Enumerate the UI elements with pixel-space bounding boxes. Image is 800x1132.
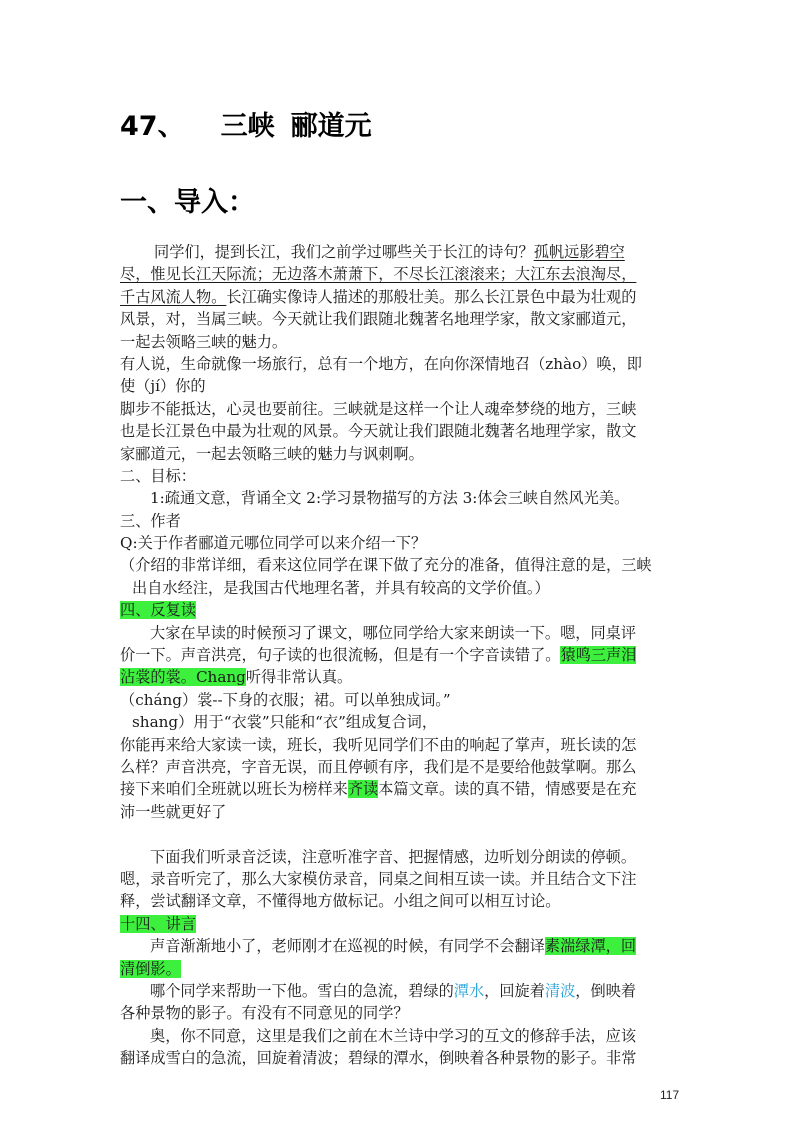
highlight: 十四、讲言 bbox=[120, 914, 196, 933]
poem-quote: 孤帆远影碧空 bbox=[533, 243, 625, 261]
text-line: 下面我们听录音泛读，注意听准字音、把握情感，边听划分朗读的停顿。 bbox=[150, 847, 636, 866]
goals-heading: 二、目标： bbox=[120, 466, 196, 485]
author-question: Q:关于作者郦道元哪位同学可以来介绍一下？ bbox=[120, 534, 427, 553]
text-line: 么样？声音洪亮，字音无误，而且停顿有序，我们是不是要给他鼓掌啊。那么 bbox=[120, 757, 637, 776]
text-line bbox=[120, 958, 680, 980]
author-heading: 三、作者 bbox=[120, 511, 181, 530]
text-line: 价一下。声音洪亮，句子读的也很流畅，但是有一个字音读错了。猿鸣三声泪 bbox=[120, 646, 637, 665]
text-line: （介绍的非常详细，看来这位同学在课下做了充分的准备，值得注意的是，三峡 bbox=[120, 556, 652, 575]
blue-term: 清波 bbox=[544, 981, 576, 1000]
text-line bbox=[120, 263, 680, 285]
text-line: 各种景物的影子。有没有不同意见的同学？ bbox=[120, 1004, 409, 1023]
text-line: 使（jí）你的 bbox=[120, 377, 206, 396]
text-line: 大家在早读的时候预习了课文，哪位同学给大家来朗读一下。嗯，同桌评 bbox=[150, 623, 636, 642]
goals-items: 1:疏通文意，背诵全文 2:学习景物描写的方法 3:体会三峡自然风光美。 bbox=[150, 489, 630, 508]
poem-quote: 尽，惟见长江天际流；无边落木萧萧下，不尽长江滚滚来；大江东去浪淘尽， bbox=[120, 265, 637, 284]
text-line: 释，尝试翻译文章，不懂得地方做标记。小组之间可以相互讨论。 bbox=[120, 892, 561, 911]
text-line: 同学们，提到长江，我们之前学过哪些关于长江的诗句？孤帆远影碧空 bbox=[154, 243, 625, 261]
highlight: 猿鸣三声泪 bbox=[560, 646, 637, 665]
text-line: 哪个同学来帮助一下他。雪白的急流，碧绿的潭水，回旋着清波，倒映着 bbox=[150, 981, 636, 1000]
blue-term: 潭水 bbox=[453, 981, 485, 1000]
text-line: 脚步不能抵达，心灵也要前往。三峡就是这样一个让人魂牵梦绕的地方，三峡 bbox=[120, 399, 637, 418]
text-line: 风景，对，当属三峡。今天就让我们跟随北魏著名地理学家，散文家郦道元， bbox=[120, 310, 637, 329]
text-line: 沾裳的裳。Chang听得非常认真。 bbox=[120, 668, 353, 687]
text-line: 沛一些就更好了 bbox=[120, 802, 227, 821]
page-number: 117 bbox=[660, 1088, 680, 1102]
lesson-author: 郦道元 bbox=[290, 111, 372, 142]
lesson-name: 三峡 bbox=[220, 111, 275, 142]
text-line: 你能再来给大家读一读，班长，我听见同学们不由的响起了掌声，班长读的怎 bbox=[120, 735, 637, 754]
lesson-body bbox=[120, 241, 680, 1069]
text-line: 奥，你不同意，这里是我们之前在木兰诗中学习的互文的修辞手法，应该 bbox=[150, 1026, 636, 1045]
text-line: 接下来咱们全班就以班长为榜样来齐读本篇文章。读的真不错，情感要是在充 bbox=[120, 780, 637, 799]
lecture-heading bbox=[120, 913, 680, 935]
text-line: 也是长江景色中最为壮观的风景。今天就让我们跟随北魏著名地理学家，散文 bbox=[120, 422, 637, 441]
highlight: 清倒影。 bbox=[120, 959, 181, 978]
text-line: shang）用于“衣裳”只能和“衣”组成复合词， bbox=[132, 713, 438, 732]
text-line: 嗯，录音听完了，那么大家模仿录音，同桌之间相互读一读。并且结合文下注 bbox=[120, 869, 637, 888]
lesson-title bbox=[120, 104, 372, 143]
highlight: 齐读 bbox=[347, 780, 379, 799]
text-line: 翻译成雪白的急流，回旋着清波；碧绿的潭水，倒映着各种景物的影子。非常 bbox=[120, 1049, 637, 1068]
blank-line bbox=[120, 823, 680, 845]
text-line: 声音渐渐地小了，老师刚才在巡视的时候，有同学不会翻译素湍绿潭，回 bbox=[150, 937, 636, 956]
text-line: 千古风流人物。长江确实像诗人描述的那般壮美。那么长江景色中最为壮观的 bbox=[120, 287, 637, 306]
lesson-number: 47、 bbox=[120, 111, 185, 142]
reading-heading bbox=[120, 599, 680, 621]
text-line: 有人说，生命就像一场旅行，总有一个地方，在向你深情地召（zhào）唤，即 bbox=[120, 354, 642, 373]
text-line: 家郦道元，一起去领略三峡的魅力与讽刺啊。 bbox=[120, 444, 424, 463]
text-line: 一起去领略三峡的魅力。 bbox=[120, 332, 288, 351]
highlight: 四、反复读 bbox=[120, 601, 196, 620]
text-line: 出自水经注，是我国古代地理名著，并具有较高的文学价值。） bbox=[132, 578, 550, 597]
highlight: 沾裳的裳。Chang bbox=[120, 668, 246, 687]
poem-quote: 千古风流人物。 bbox=[120, 287, 227, 306]
text-line: （cháng）裳--下身的衣服；裙。可以单独成词。” bbox=[120, 690, 451, 709]
highlight: 素湍绿潭，回 bbox=[544, 937, 636, 956]
section-intro-heading: 一、导入： bbox=[120, 187, 255, 218]
